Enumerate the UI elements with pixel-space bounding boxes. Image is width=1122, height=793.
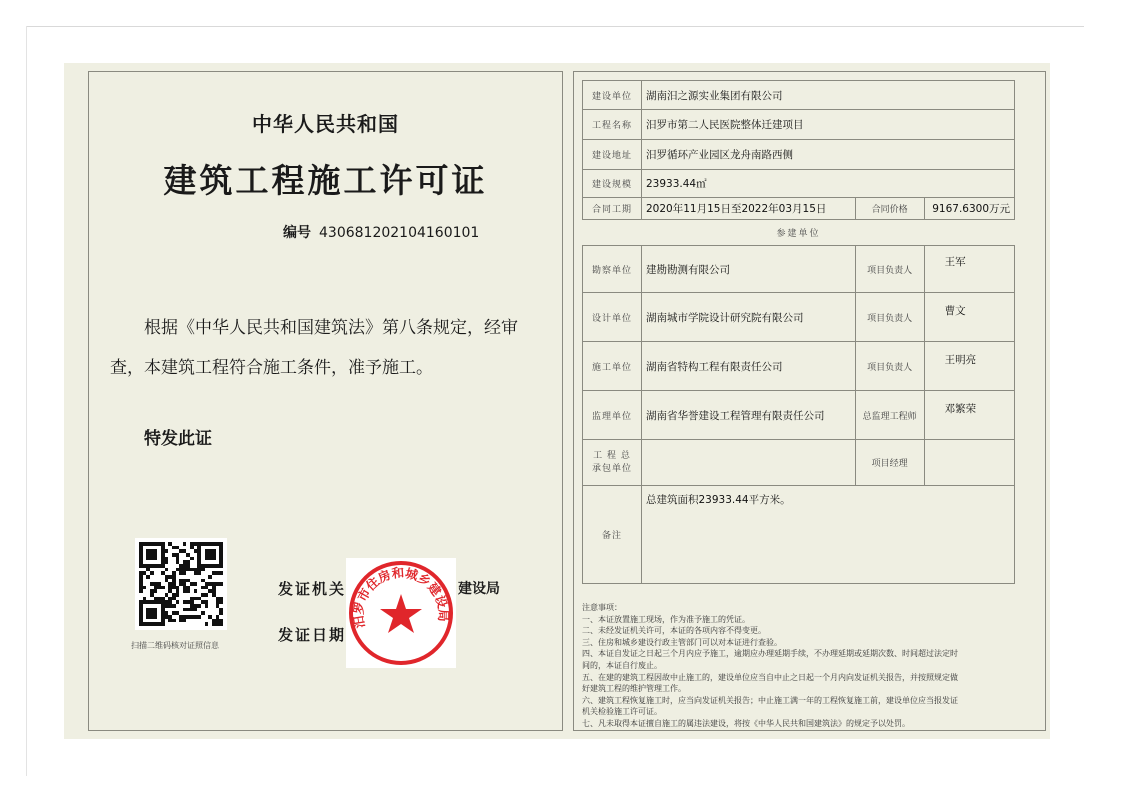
scale-value: 23933.44㎡ <box>642 170 1015 198</box>
note-line: 四、本证自发证之日起三个月内应予施工，逾期应办理延期手续，不办理延期或延期次数、时间超过法定时 <box>582 649 958 659</box>
address-value: 汨罗循环产业园区龙舟南路西侧 <box>642 140 1015 170</box>
project-label: 工程名称 <box>583 110 642 140</box>
project-info-table <box>582 80 1015 584</box>
participant-person-role: 项目负责人 <box>855 342 924 391</box>
participant-person: 王军 <box>924 246 1014 293</box>
builder-label: 建设单位 <box>583 81 642 110</box>
table-row <box>583 293 1015 342</box>
note-line: 一、本证放置施工现场，作为准予施工的凭证。 <box>582 614 750 624</box>
participant-person-role: 项目负责人 <box>855 293 924 342</box>
participant-person-role: 总监理工程师 <box>855 391 924 440</box>
certificate-title: 建筑工程施工许可证 <box>163 161 488 200</box>
project-value: 汨罗市第二人民医院整体迁建项目 <box>642 110 1015 140</box>
note-line: 好建筑工程的维护管理工作。 <box>582 684 686 694</box>
table-row <box>583 391 1015 440</box>
note-line: 二、未经发证机关许可，本证的各项内容不得变更。 <box>582 626 766 636</box>
participant-name: 湖南省特构工程有限责任公司 <box>642 342 856 391</box>
period-value: 2020年11月15日至2022年03月15日 <box>642 198 856 220</box>
participant-person-role: 项目负责人 <box>855 246 924 293</box>
table-row <box>583 486 1015 584</box>
participants-header: 参建单位 <box>583 220 1015 246</box>
qr-caption: 扫描二维码核对证照信息 <box>131 641 219 650</box>
body-line-1: 根据《中华人民共和国建筑法》第八条规定，经审 <box>144 318 518 338</box>
table-row <box>583 342 1015 391</box>
table-row <box>583 440 1015 486</box>
note-line: 六、建筑工程恢复施工时，应当向发证机关报告；中止施工满一年的工程恢复施工前，建设单位应当报发证 <box>582 695 958 705</box>
participant-person: 王明亮 <box>924 342 1014 391</box>
body-line-2: 查，本建筑工程符合施工条件，准予施工。 <box>110 358 433 378</box>
table-row <box>583 246 1015 293</box>
notes-section <box>582 602 1022 730</box>
table-row <box>583 170 1015 198</box>
issuer-label: 发证机关 <box>278 580 347 598</box>
table-row <box>583 198 1015 220</box>
note-line: 间的，本证自行废止。 <box>582 660 662 670</box>
official-seal <box>346 558 456 668</box>
participant-name <box>642 440 856 486</box>
participant-role: 工 程 总 承包单位 <box>583 440 642 486</box>
issue-date-label: 发证日期 <box>278 626 347 644</box>
participant-person: 邓繁荣 <box>924 391 1014 440</box>
address-label: 建设地址 <box>583 140 642 170</box>
participant-name: 湖南省华誉建设工程管理有限责任公司 <box>642 391 856 440</box>
note-line: 机关检验施工许可证。 <box>582 707 662 717</box>
table-row <box>583 140 1015 170</box>
price-value: 9167.6300万元 <box>924 198 1014 220</box>
seal-text: 汨罗市住房和城乡建设局 <box>350 564 452 630</box>
participant-person <box>924 440 1014 486</box>
scale-label: 建设规模 <box>583 170 642 198</box>
participant-role: 勘察单位 <box>583 246 642 293</box>
participant-role: 监理单位 <box>583 391 642 440</box>
builder-value: 湖南汨之源实业集团有限公司 <box>642 81 1015 110</box>
table-row <box>583 81 1015 110</box>
note-line: 七、凡未取得本证擅自施工的属违法建设，将按《中华人民共和国建筑法》的规定予以处罚。 <box>582 718 910 728</box>
participant-person: 曹文 <box>924 293 1014 342</box>
participant-name: 湖南城市学院设计研究院有限公司 <box>642 293 856 342</box>
remarks-label: 备注 <box>583 486 642 584</box>
note-line: 五、在建的建筑工程因故中止施工的，建设单位应当自中止之日起一个月内向发证机关报告，并按照规定做 <box>582 672 958 682</box>
note-line: 注意事项： <box>582 603 622 612</box>
country-name: 中华人民共和国 <box>252 112 399 136</box>
note-line: 三、住房和城乡建设行政主管部门可以对本证进行查验。 <box>582 637 782 647</box>
participant-role: 施工单位 <box>583 342 642 391</box>
certificate-number <box>283 222 479 242</box>
issue-statement: 特发此证 <box>144 429 212 449</box>
period-label: 合同工期 <box>583 198 642 220</box>
number-label: 编号 <box>283 225 311 241</box>
certificate-body <box>110 308 535 388</box>
participant-role: 设计单位 <box>583 293 642 342</box>
issuer-value: 建设局 <box>458 581 500 597</box>
price-label: 合同价格 <box>855 198 924 220</box>
table-row <box>583 110 1015 140</box>
participant-person-role: 项目经理 <box>855 440 924 486</box>
remarks-value: 总建筑面积23933.44平方米。 <box>642 486 1015 584</box>
table-row <box>583 220 1015 246</box>
qr-code[interactable] <box>135 538 227 630</box>
participant-name: 建勘勘测有限公司 <box>642 246 856 293</box>
page-left-rule <box>26 26 27 776</box>
page-top-rule <box>26 26 1084 27</box>
number-value: 430681202104160101 <box>319 225 480 241</box>
